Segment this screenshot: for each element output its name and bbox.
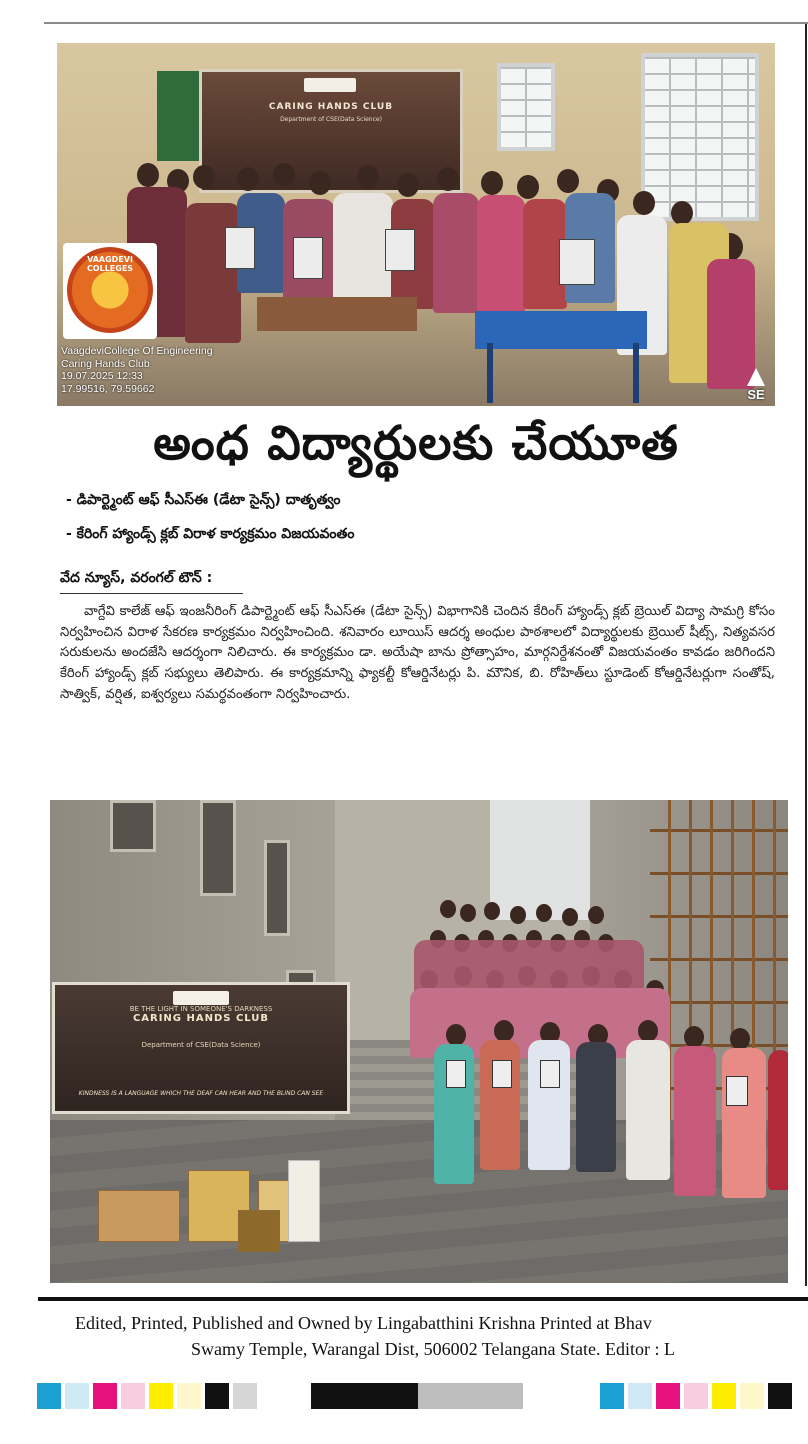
color-patch <box>628 1383 652 1409</box>
color-patch <box>656 1383 680 1409</box>
color-patch <box>177 1383 201 1409</box>
college-logo <box>63 243 157 339</box>
article-body: వాగ్దేవి కాలేజ్ ఆఫ్ ఇంజనీరింగ్ డిపార్ట్మెంట్ ఆఫ్ సీఎస్ఈ (డేటా సైన్స్) విభాగానికి చెందిన కేరింగ్ హ్యాండ్స్ క్లబ్ బ్రెయిల్ విద్యా సామగ్రి కోసం నిర్వహించిన విరాళ సేకరణ కార్యక్రమం నిర్వహించింది. శనివారం లూయిస్ ఆదర్శ అంధుల పాఠశాలలో విద్యార్థులకు బ్రెయిల్ షీట్స్, నిత్యవసర సరుకులను అందజేసి ఆదర్శంగా నిలిచారు. ఈ కార్యక్రమం డా. అయేషా బాను ప్రోత్సాహం, మార్గనిర్దేశనంతో విజయవంతం కావడం జరిగిందని కేరింగ్ హ్యాండ్స్ క్లబ్ సభ్యులు తెలిపారు. ఈ కార్యక్రమాన్ని ఫ్యాకల్టీ కోఆర్డినేటర్లు పి. మౌనిక, బి. రోహిత్‌లు స్టూడెంట్ కోఆర్డినేటర్లుగా సంతోష్, సాత్విక్, వర్షిత, ఐశ్వర్యలు సమర్థవంతంగా నిర్వహించారు. <box>60 604 775 702</box>
stamp-line: Caring Hands Club <box>61 357 150 370</box>
dateline-underline <box>60 593 243 594</box>
color-patch <box>740 1383 764 1409</box>
color-patch <box>205 1383 229 1409</box>
color-patch <box>65 1383 89 1409</box>
banner-tagline: BE THE LIGHT IN SOMEONE'S DARKNESS <box>129 1005 273 1013</box>
color-patch <box>712 1383 736 1409</box>
group-crowd <box>350 900 788 1230</box>
column-rule <box>805 24 807 1286</box>
color-patch <box>418 1383 523 1409</box>
color-patch <box>149 1383 173 1409</box>
banner-subtitle: Department of CSE(Data Science) <box>280 116 382 123</box>
headline: అంధ విద్యార్థులకు చేయూత <box>153 416 679 471</box>
imprint-line: Edited, Printed, Published and Owned by Lingabatthini Krishna Printed at Bhav <box>75 1313 652 1333</box>
event-photo-bottom <box>50 800 788 1283</box>
banner-title: CARING HANDS CLUB <box>132 1013 270 1024</box>
top-rule <box>44 22 808 24</box>
event-photo-top <box>57 43 775 406</box>
color-patch <box>93 1383 117 1409</box>
stamp-coordinates: 17.99516, 79.59662 <box>61 382 155 395</box>
color-patch <box>233 1383 257 1409</box>
color-patch <box>600 1383 624 1409</box>
imprint-line: Swamy Temple, Warangal Dist, 506002 Telangana State. Editor : L <box>191 1339 675 1359</box>
subhead: - డిపార్ట్మెంట్ ఆఫ్ సీఎస్ఈ (డేటా సైన్స్) దాతృత్వం <box>66 492 341 508</box>
footer-rule <box>38 1297 808 1301</box>
compass-label: SE <box>747 387 765 402</box>
college-logo-text: VAAGDEVI COLLEGES <box>86 255 134 273</box>
color-patch <box>311 1383 418 1409</box>
color-patch <box>684 1383 708 1409</box>
club-banner <box>52 982 350 1114</box>
stamp-timestamp: 19.07.2025 12:33 <box>61 370 143 382</box>
color-patch <box>768 1383 792 1409</box>
color-patch <box>37 1383 61 1409</box>
subhead: - కేరింగ్ హ్యాండ్స్ క్లబ్ విరాళ కార్యక్రమం విజయవంతం <box>66 526 355 542</box>
compass-icon <box>747 368 765 402</box>
photo-geo-stamp <box>61 345 213 395</box>
color-patch <box>121 1383 145 1409</box>
dateline: వేద న్యూస్, వరంగల్ టౌన్ : <box>60 570 213 586</box>
banner-subtitle: Department of CSE(Data Science) <box>141 1041 261 1049</box>
banner-title: CARING HANDS CLUB <box>268 102 394 112</box>
donation-goods <box>98 1150 358 1250</box>
stamp-line: VaagdeviCollege Of Engineering <box>61 345 213 357</box>
banner-quote: KINDNESS IS A LANGUAGE WHICH THE DEAF CAN HEAR AND THE BLIND CAN SEE <box>78 1090 324 1097</box>
